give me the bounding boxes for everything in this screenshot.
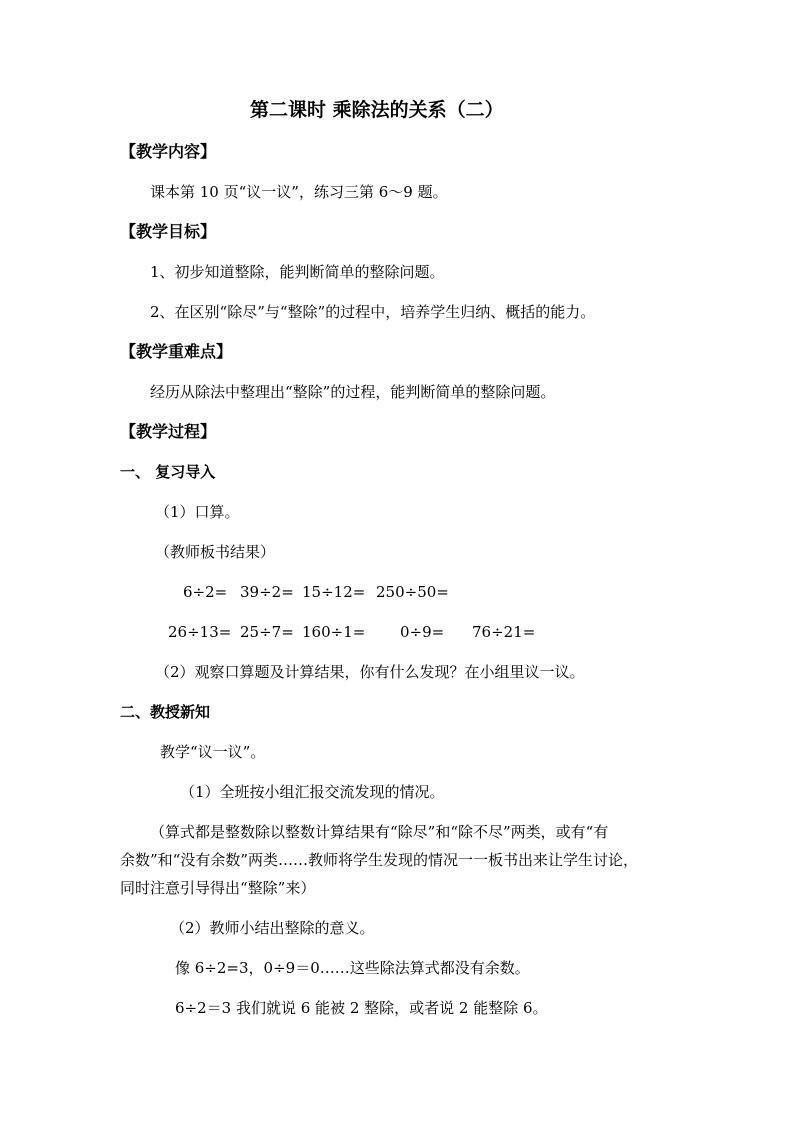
section-heading-content: 【教学内容】	[120, 142, 217, 161]
section-heading-key: 【教学重难点】	[120, 342, 233, 361]
calc-expression: 6÷2=	[183, 583, 228, 601]
part2-item-2: （2）教师小结出整除的意义。	[170, 919, 375, 937]
content-text: 课本第 10 页“议一议”，练习三第 6～9 题。	[150, 183, 448, 201]
part2-example: 像 6÷2=3，0÷9＝0……这些除法算式都没有余数。	[175, 959, 530, 977]
section-heading-process: 【教学过程】	[120, 422, 217, 441]
part2-paragraph-line-1: （算式都是整数除以整数计算结果有“除尽”和“除不尽”两类，或有“有	[150, 823, 609, 841]
part1-item-1: （1）口算。	[155, 503, 240, 521]
calc-expression: 15÷12=	[302, 583, 366, 601]
part1-note: （教师板书结果）	[155, 543, 276, 561]
calc-expression: 250÷50=	[376, 583, 449, 601]
calc-expression: 160÷1=	[302, 623, 366, 641]
part2-teach: 教学“议一议”。	[160, 743, 266, 761]
calc-expression: 39÷2=	[240, 583, 294, 601]
part1-item-2: （2）观察口算题及计算结果，你有什么发现？在小组里议一议。	[155, 663, 585, 681]
part2-paragraph-line-3: 同时注意引导得出“整除”来）	[120, 879, 316, 897]
part2-paragraph-line-2: 余数”和“没有余数”两类……教师将学生发现的情况一一板书出来让学生讨论，	[120, 851, 639, 869]
part2-conclusion: 6÷2＝3 我们就说 6 能被 2 整除，或者说 2 能整除 6。	[175, 999, 548, 1017]
calc-expression: 0÷9=	[400, 623, 445, 641]
part2-item-1: （1）全班按小组汇报交流发现的情况。	[180, 783, 445, 801]
key-text: 经历从除法中整理出“整除”的过程，能判断简单的整除问题。	[150, 383, 556, 401]
calc-expression: 25÷7=	[240, 623, 294, 641]
section-heading-goals: 【教学目标】	[120, 222, 217, 241]
calc-expression: 76÷21=	[472, 623, 536, 641]
calc-expression: 26÷13=	[168, 623, 232, 641]
page-title: 第二课时 乘除法的关系（二）	[250, 99, 504, 121]
goal-item-1: 1、初步知道整除，能判断简单的整除问题。	[150, 263, 445, 281]
goal-item-2: 2、在区别“除尽”与“整除”的过程中，培养学生归纳、概括的能力。	[150, 303, 596, 321]
part1-heading: 一、 复习导入	[120, 463, 216, 481]
part2-heading: 二、教授新知	[120, 703, 211, 721]
